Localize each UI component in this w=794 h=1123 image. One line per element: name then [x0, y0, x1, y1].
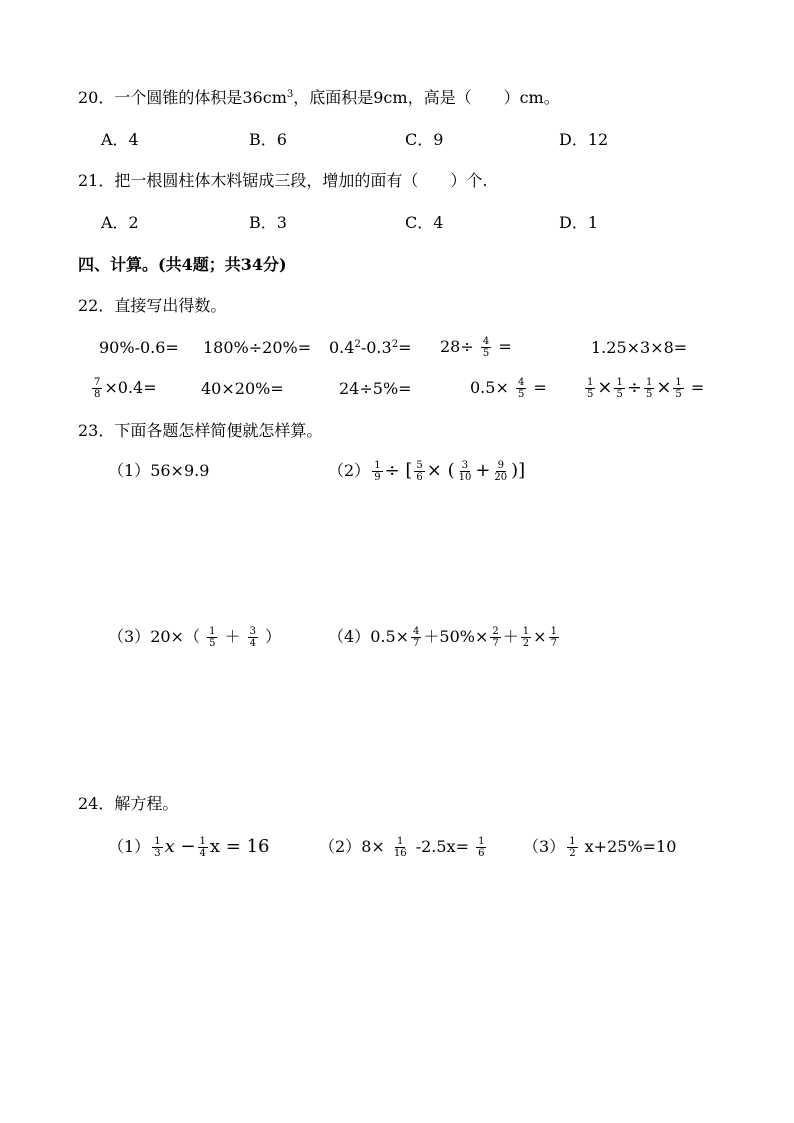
- numerator: 3: [249, 626, 257, 637]
- problem-24-2: [319, 831, 488, 863]
- problem-expression: 20×（: [150, 627, 200, 646]
- numerator: 1: [675, 377, 682, 388]
- problem-23-1: [108, 461, 209, 481]
- fraction: [152, 836, 162, 859]
- question-22-number: 22．: [78, 296, 115, 315]
- question-21-text: 把一根圆柱体木料锯成三段，增加的面有（ ）个.: [114, 171, 488, 190]
- question-21-option-d[interactable]: D．1: [559, 213, 599, 232]
- denominator: 5: [645, 389, 653, 400]
- question-21-option-c[interactable]: C．4: [405, 213, 444, 232]
- operator: +: [475, 460, 491, 481]
- numerator: 4: [413, 626, 420, 637]
- numerator: 1: [478, 836, 485, 847]
- question-20-option-c[interactable]: C．9: [405, 130, 444, 149]
- denominator: 5: [209, 638, 216, 649]
- equation-part: -2.5x=: [415, 837, 469, 856]
- question-24: [78, 794, 178, 814]
- question-23: [78, 421, 322, 441]
- denominator: 4: [249, 638, 257, 649]
- fraction: [476, 836, 486, 859]
- question-22: [78, 296, 226, 316]
- fraction: [372, 460, 382, 483]
- question-20-exponent: 3: [286, 89, 294, 100]
- equation-part: x = 16: [209, 836, 270, 857]
- operator: ×: [656, 377, 672, 398]
- question-24-text: 解方程。: [114, 794, 179, 813]
- numerator: 3: [461, 460, 469, 471]
- fraction: [673, 377, 683, 400]
- numerator: 4: [517, 377, 525, 388]
- fraction: [248, 626, 258, 649]
- numerator: 1: [209, 626, 216, 637]
- fraction: [585, 377, 595, 400]
- problem-label: （2）: [319, 837, 362, 856]
- denominator: 8: [94, 389, 101, 400]
- question-21: [78, 171, 487, 191]
- calc-text: =: [533, 378, 547, 397]
- fraction: [411, 626, 421, 649]
- calc-text: -0.3: [360, 338, 392, 357]
- fraction: [490, 626, 500, 649]
- fraction: [614, 377, 624, 400]
- calc-text: =: [398, 338, 412, 357]
- calc-text: =: [690, 378, 705, 397]
- denominator: 10: [458, 472, 472, 483]
- equation-part: x −: [164, 836, 196, 857]
- question-24-number: 24．: [78, 794, 115, 813]
- numerator: 1: [616, 377, 623, 388]
- numerator: 4: [482, 336, 490, 347]
- operator: ＋: [502, 627, 519, 646]
- numerator: 5: [416, 460, 423, 471]
- denominator: 20: [494, 472, 508, 483]
- denominator: 5: [587, 389, 594, 400]
- question-20-number: 20．: [78, 88, 115, 107]
- numerator: 1: [374, 460, 381, 471]
- question-20-text-end: ，底面积是9cm，高是（ ）cm。: [293, 88, 560, 107]
- problem-label: （1）: [108, 461, 151, 480]
- denominator: 2: [569, 848, 576, 859]
- section-heading: 四、计算。(共4题；共34分): [78, 255, 287, 274]
- fraction: [198, 836, 208, 859]
- denominator: 5: [616, 389, 623, 400]
- calc-text: 0.4: [329, 338, 355, 357]
- calc-item: 180%÷20%=: [203, 338, 312, 357]
- denominator: 6: [416, 472, 423, 483]
- numerator: 2: [492, 626, 499, 637]
- denominator: 16: [393, 848, 407, 859]
- exponent: 2: [354, 339, 361, 350]
- fraction: [567, 836, 577, 859]
- fraction: [492, 460, 509, 483]
- fraction: [521, 626, 531, 649]
- denominator: 5: [517, 389, 525, 400]
- fraction: [457, 460, 474, 483]
- calc-item: 90%-0.6=: [99, 338, 179, 357]
- numerator: 9: [497, 460, 504, 471]
- operator: ×: [533, 627, 547, 646]
- problem-expression: 0.5×: [370, 627, 410, 646]
- fraction: [516, 377, 526, 400]
- question-21-number: 21．: [78, 171, 115, 190]
- calc-text: =: [498, 337, 512, 356]
- operator: ÷: [626, 377, 642, 398]
- equation-part: x+25%=10: [584, 837, 677, 856]
- question-20-option-d[interactable]: D．12: [559, 130, 609, 149]
- calc-text: ×0.4=: [104, 378, 157, 397]
- question-20-option-b[interactable]: B．6: [249, 130, 287, 149]
- problem-label: （3）: [523, 837, 566, 856]
- numerator: 1: [550, 626, 557, 637]
- calc-item: 1.25×3×8=: [591, 338, 688, 357]
- problem-23-2: [328, 455, 525, 487]
- problem-expression: 56×9.9: [150, 461, 210, 480]
- denominator: 2: [522, 638, 530, 649]
- fraction: [392, 836, 409, 859]
- fraction: [414, 460, 424, 483]
- fraction: [549, 626, 559, 649]
- denominator: 4: [199, 848, 206, 859]
- operator: ）: [265, 627, 282, 646]
- denominator: 9: [374, 472, 381, 483]
- denominator: 7: [492, 638, 499, 649]
- problem-24-3: [523, 831, 676, 863]
- operator: ＋: [224, 627, 241, 646]
- denominator: 6: [478, 848, 485, 859]
- question-20-text: 一个圆锥的体积是36cm: [114, 88, 287, 107]
- fraction: [481, 336, 491, 359]
- question-21-option-b[interactable]: B．3: [249, 213, 287, 232]
- denominator: 5: [675, 389, 682, 400]
- calc-text: 0.5×: [470, 378, 509, 397]
- problem-expression: ＋50%×: [423, 627, 489, 646]
- numerator: 1: [569, 836, 576, 847]
- question-22-text: 直接写出得数。: [114, 296, 227, 315]
- problem-label: （1）: [108, 837, 151, 856]
- denominator: 5: [482, 348, 490, 359]
- problem-23-3: [108, 621, 281, 653]
- operator: ÷ [: [384, 460, 413, 481]
- operator: )]: [511, 460, 526, 481]
- numerator: 1: [154, 836, 161, 847]
- question-23-text: 下面各题怎样简便就怎样算。: [114, 421, 323, 440]
- numerator: 1: [522, 626, 530, 637]
- calc-item: [470, 373, 547, 403]
- calc-item: [440, 332, 512, 362]
- calc-item: 40×20%=: [201, 379, 284, 398]
- denominator: 3: [154, 848, 161, 859]
- fraction: [207, 626, 217, 649]
- calc-item: [90, 373, 157, 403]
- question-23-number: 23．: [78, 421, 115, 440]
- fraction: [92, 377, 102, 400]
- exponent: 2: [391, 339, 399, 350]
- calc-item: [583, 373, 704, 403]
- operator: ×: [597, 377, 613, 398]
- problem-label: （3）: [108, 627, 151, 646]
- numerator: 1: [645, 377, 653, 388]
- numerator: 1: [199, 836, 206, 847]
- numerator: 1: [587, 377, 594, 388]
- calc-text: 28÷: [440, 337, 474, 356]
- question-20: [78, 88, 560, 108]
- fraction: [644, 377, 654, 400]
- problem-label: （4）: [328, 627, 371, 646]
- equation-part: 8×: [361, 837, 385, 856]
- problem-23-4: [328, 621, 561, 653]
- problem-label: （2）: [328, 461, 371, 480]
- numerator: 1: [397, 836, 404, 847]
- calc-item: 24÷5%=: [339, 379, 412, 398]
- operator: × (: [426, 460, 455, 481]
- question-21-option-a[interactable]: A．2: [101, 213, 139, 232]
- numerator: 7: [94, 377, 101, 388]
- denominator: 7: [413, 638, 420, 649]
- calc-item: [329, 338, 411, 358]
- problem-24-1: [108, 831, 270, 863]
- denominator: 7: [550, 638, 557, 649]
- question-20-option-a[interactable]: A．4: [101, 130, 139, 149]
